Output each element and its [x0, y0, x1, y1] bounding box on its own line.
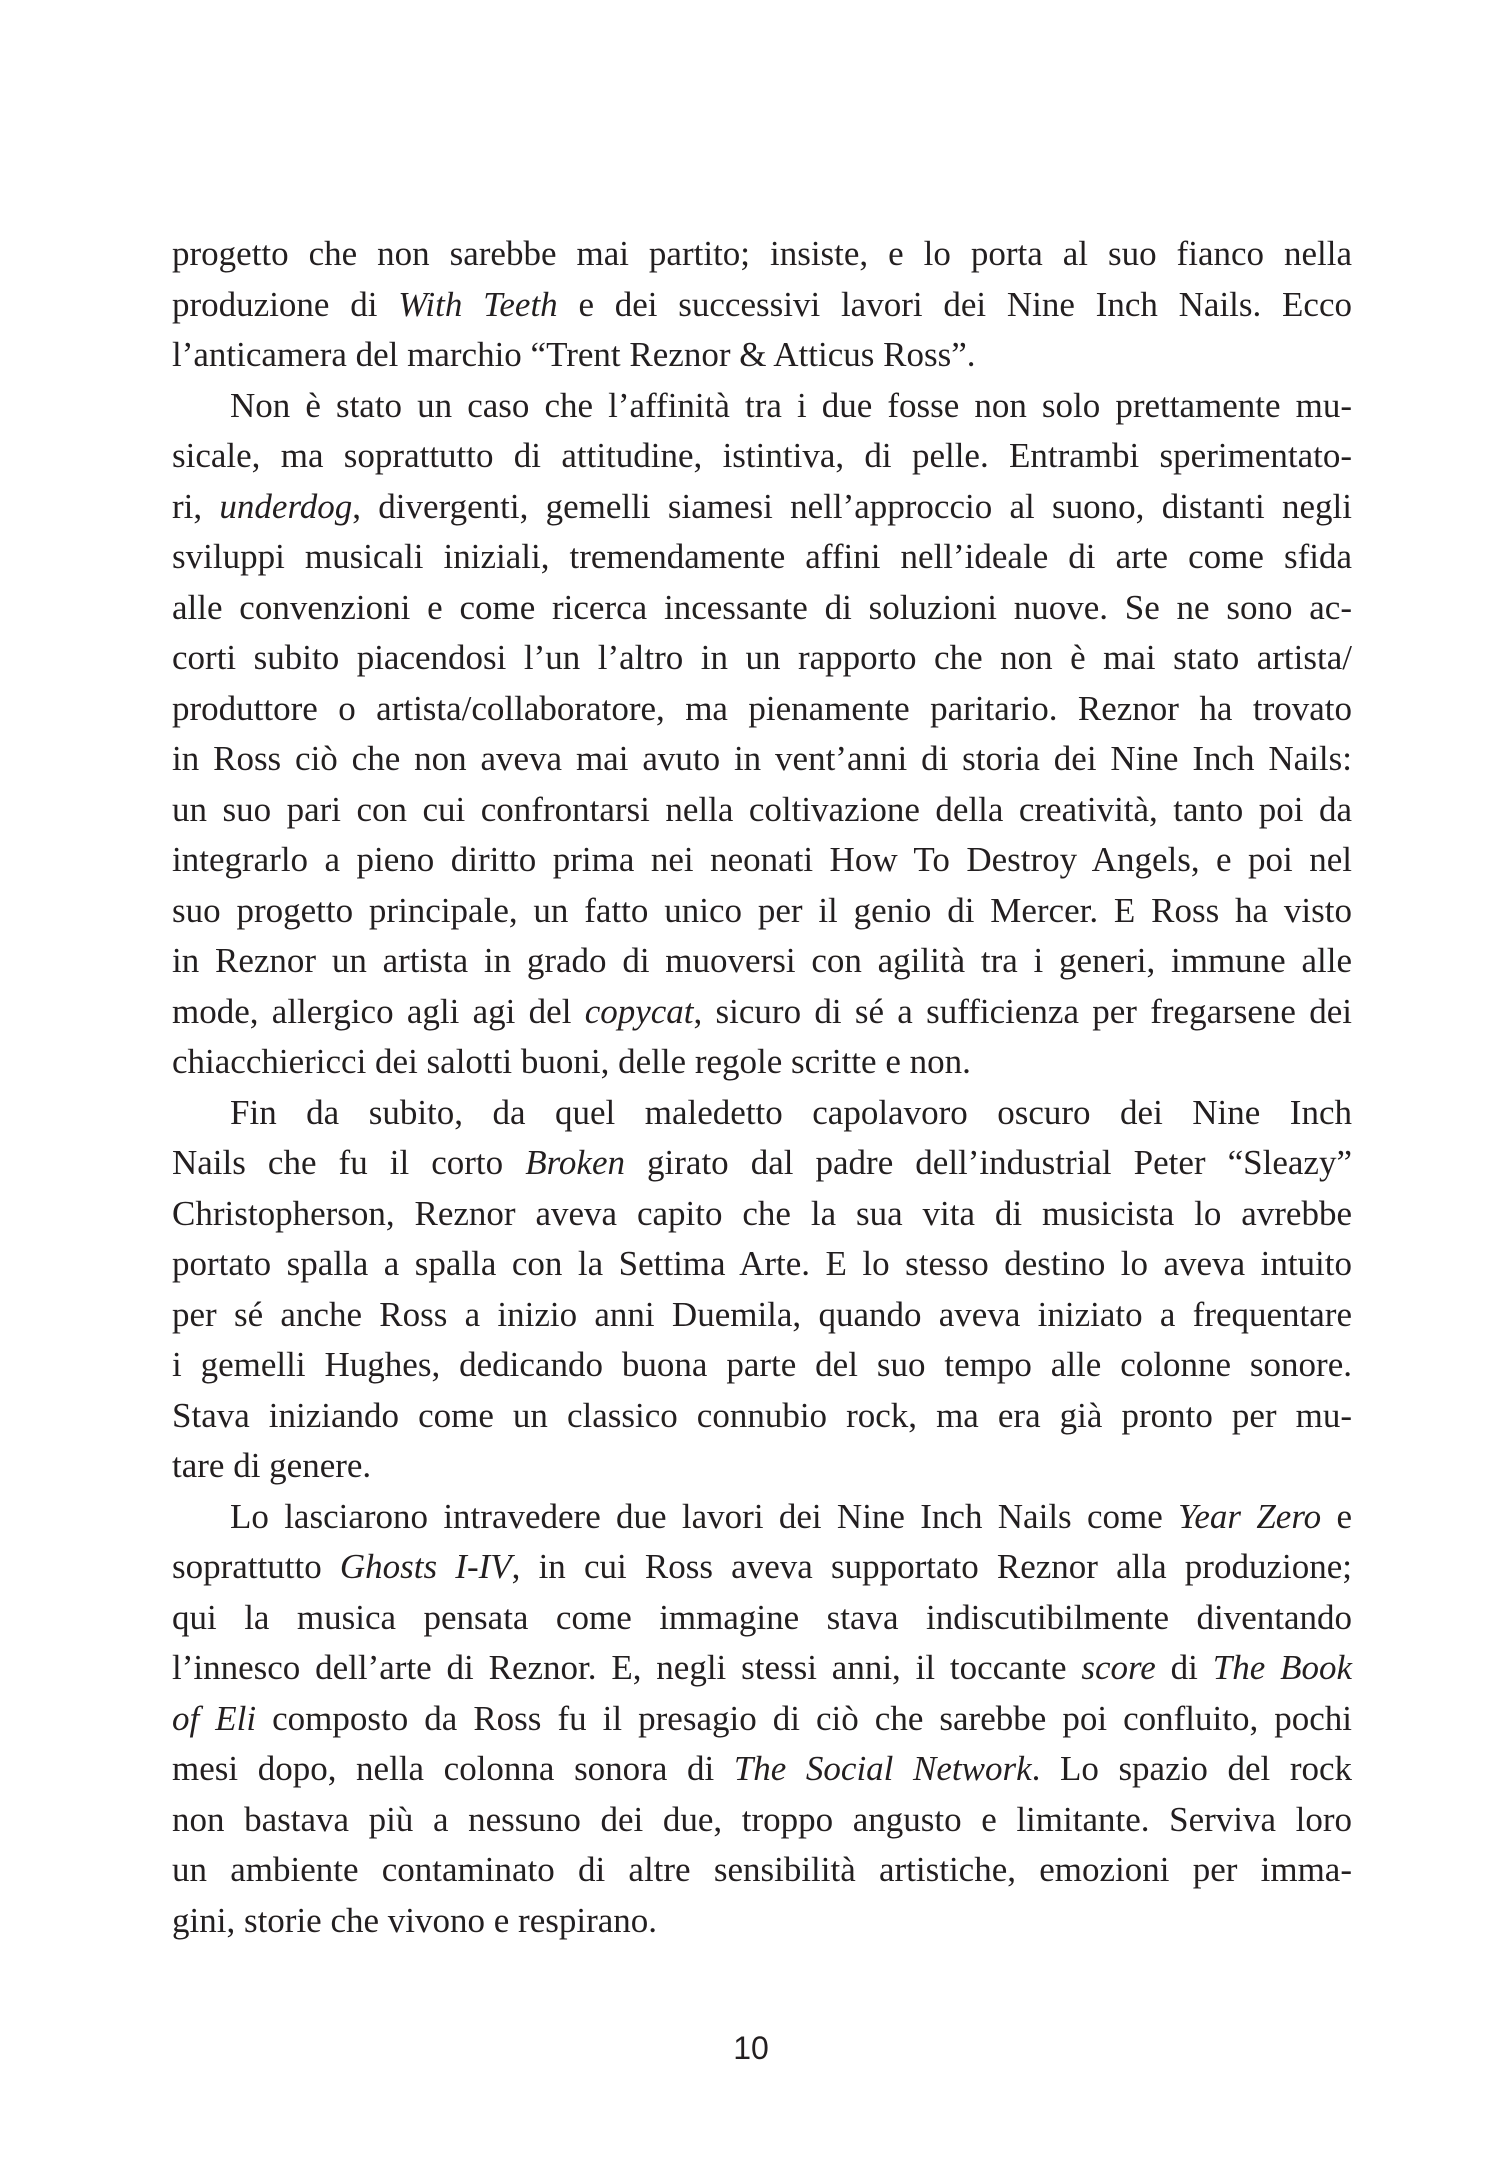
text-line — [172, 936, 1352, 987]
text-line — [172, 229, 1352, 280]
text-run: in Reznor un artista in grado di muoversi con agilità tra i generi, immune alle — [172, 941, 1352, 980]
text-run: in Ross ciò che non aveva mai avuto in vent’anni di storia dei Nine Inch Nails: — [172, 739, 1352, 778]
text-run: soprattutto — [172, 1547, 340, 1586]
text-line — [172, 1189, 1352, 1240]
italic-text: The Social Network — [733, 1749, 1032, 1788]
text-run: progetto che non sarebbe mai partito; insiste, e lo porta al suo fianco nella — [172, 234, 1352, 273]
italic-text: copycat — [584, 991, 694, 1031]
text-line — [172, 1542, 1352, 1593]
page-number: 10 — [733, 2030, 769, 2066]
text-line — [172, 987, 1352, 1038]
text-run: qui la musica pensata come immagine stava indiscutibilmente diventando — [172, 1597, 1352, 1637]
text-run: produzione di — [172, 284, 399, 324]
text-run: Fin da subito, da quel maledetto capolavoro oscuro dei Nine Inch — [230, 1092, 1352, 1132]
text-run: ri, — [172, 486, 220, 526]
text-line — [172, 381, 1352, 432]
text-run: alle convenzioni e come ricerca incessante di soluzioni nuove. Se ne sono ac- — [172, 587, 1352, 627]
text-run: per sé anche Ross a inizio anni Duemila, quando aveva iniziato a frequentare — [172, 1294, 1352, 1334]
italic-text: underdog — [219, 486, 353, 526]
text-line — [172, 1795, 1352, 1846]
text-run: chiacchiericci dei salotti buoni, delle regole scritte e non. — [172, 1042, 971, 1081]
text-run: un suo pari con cui confrontarsi nella coltivazione della creatività, tanto poi da — [172, 789, 1352, 829]
text-line — [172, 1643, 1352, 1694]
body-text — [172, 229, 1352, 1946]
text-run: composto da Ross fu il presagio di ciò che sarebbe poi confluito, pochi — [256, 1698, 1352, 1738]
text-line — [172, 785, 1352, 836]
text-run: corti subito piacendosi l’un l’altro in un rapporto che non è mai stato artista/ — [172, 638, 1352, 677]
text-run: l’innesco dell’arte di Reznor. E, negli stessi anni, il toccante — [172, 1648, 1082, 1687]
text-line — [172, 633, 1352, 684]
text-run: Christopherson, Reznor aveva capito che la sua vita di musicista lo avrebbe — [172, 1193, 1352, 1233]
text-run: di — [1155, 1648, 1213, 1687]
text-line — [172, 1694, 1352, 1745]
text-line — [172, 532, 1352, 583]
text-line — [172, 1340, 1352, 1391]
text-line — [172, 1896, 1352, 1947]
text-line — [172, 1744, 1352, 1795]
text-run: Non è stato un caso che l’affinità tra i due fosse non solo prettamente mu- — [230, 385, 1352, 425]
text-line — [172, 886, 1352, 937]
text-run: sicale, ma soprattutto di attitudine, istintiva, di pelle. Entrambi sperimentato- — [172, 436, 1352, 475]
italic-text: score — [1081, 1648, 1156, 1687]
text-run: . Lo spazio del rock — [1031, 1749, 1353, 1788]
text-line — [172, 1845, 1352, 1896]
text-run: i gemelli Hughes, dedicando buona parte del suo tempo alle colonne sonore. — [172, 1345, 1352, 1384]
text-line — [172, 1441, 1352, 1492]
text-run: un ambiente contaminato di altre sensibilità artistiche, emozioni per imma- — [172, 1850, 1352, 1889]
text-line — [172, 330, 1352, 381]
text-line — [172, 1088, 1352, 1139]
paragraph — [172, 1492, 1352, 1947]
text-run: Lo lasciarono intravedere due lavori dei Nine Inch Nails come — [230, 1496, 1179, 1536]
text-line — [172, 583, 1352, 634]
text-line — [172, 1492, 1352, 1543]
text-run: , divergenti, gemelli siamesi nell’approccio al suono, distanti negli — [352, 486, 1353, 526]
text-run: , sicuro di sé a sufficienza per fregarsene dei — [693, 991, 1353, 1031]
paragraph — [172, 229, 1352, 381]
text-run: mode, allergico agli agi del — [172, 991, 585, 1031]
italic-text: of Eli — [172, 1698, 257, 1738]
text-run: e — [1321, 1496, 1352, 1536]
text-run: integrarlo a pieno diritto prima nei neonati How To Destroy Angels, e poi nel — [172, 840, 1352, 879]
text-run: portato spalla a spalla con la Settima Arte. E lo stesso destino lo aveva intuito — [172, 1244, 1352, 1283]
text-run: , in cui Ross aveva supportato Reznor alla produzione; — [511, 1547, 1352, 1586]
text-run: girato dal padre dell’industrial Peter “Sleazy” — [624, 1143, 1353, 1182]
text-run: gini, storie che vivono e respirano. — [172, 1900, 658, 1940]
text-line — [172, 431, 1352, 482]
paragraph — [172, 1088, 1352, 1492]
text-run: e dei successivi lavori dei Nine Inch Nails. Ecco — [557, 284, 1352, 324]
text-line — [172, 280, 1352, 331]
text-line — [172, 1391, 1352, 1442]
text-line — [172, 1037, 1352, 1088]
text-line — [172, 684, 1352, 735]
italic-text: With Teeth — [398, 284, 558, 324]
text-run: Stava iniziando come un classico connubio rock, ma era già pronto per mu- — [172, 1395, 1352, 1435]
text-run: produttore o artista/collaboratore, ma pienamente paritario. Reznor ha trovato — [172, 688, 1352, 728]
text-line — [172, 734, 1352, 785]
text-line — [172, 1138, 1352, 1189]
italic-text: The Book — [1212, 1648, 1352, 1687]
text-run: non bastava più a nessuno dei due, troppo angusto e limitante. Serviva loro — [172, 1799, 1352, 1839]
text-run: mesi dopo, nella colonna sonora di — [172, 1749, 734, 1788]
text-line — [172, 835, 1352, 886]
italic-text: Ghosts I-IV — [339, 1547, 512, 1586]
italic-text: Year Zero — [1178, 1496, 1322, 1536]
text-run: tare di genere. — [172, 1446, 372, 1485]
text-line — [172, 482, 1352, 533]
italic-text: Broken — [525, 1143, 625, 1182]
text-run: l’anticamera del marchio “Trent Reznor & Atticus Ross”. — [172, 335, 976, 374]
text-line — [172, 1239, 1352, 1290]
paragraph — [172, 381, 1352, 1088]
text-line — [172, 1593, 1352, 1644]
text-run: sviluppi musicali iniziali, tremendamente affini nell’ideale di arte come sfida — [172, 537, 1352, 576]
text-run: Nails che fu il corto — [172, 1143, 526, 1182]
text-line — [172, 1290, 1352, 1341]
text-run: suo progetto principale, un fatto unico per il genio di Mercer. E Ross ha visto — [172, 890, 1352, 930]
